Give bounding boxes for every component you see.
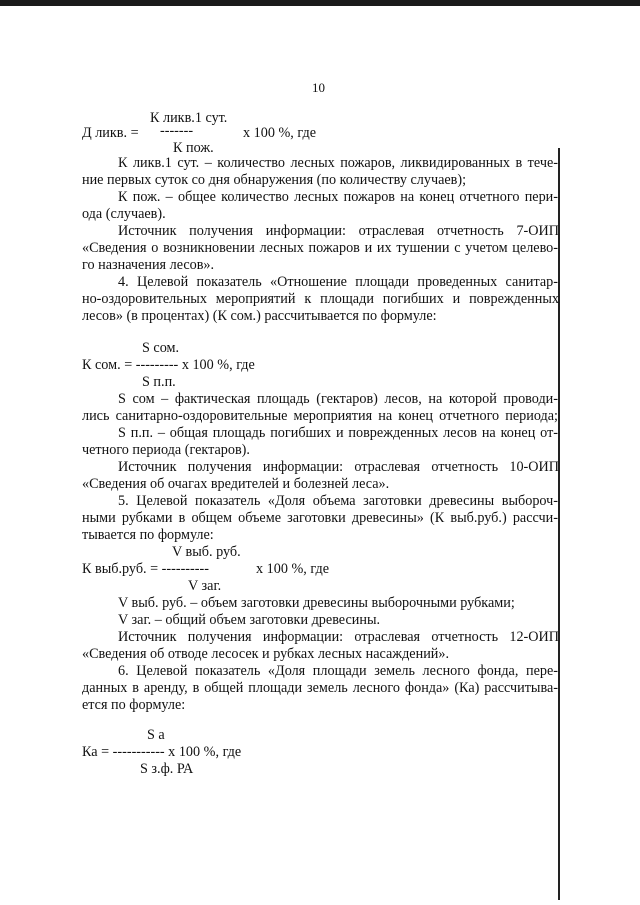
def1-line1: К ликв.1 сут. – количество лесных пожаров, ликвидированных в тече- (118, 155, 558, 171)
def2-line2: ода (случаев). (82, 206, 166, 222)
formula3-suffix: х 100 %, где (256, 561, 330, 577)
item6-line3: ется по формуле: (82, 697, 186, 713)
def2-line1: К пож. – общее количество лесных пожаров на конец отчетного пери- (118, 189, 558, 205)
item5-line2: ными рубками в общем объеме заготовки древесины» (К выб.руб.) рассчи- (82, 510, 558, 526)
def3-line1: S сом – фактическая площадь (гектаров) лесов, на которой проводи- (118, 391, 558, 407)
formula4-numerator: S а (147, 727, 165, 743)
def1-line2: ние первых суток со дня обнаружения (по количеству случаев); (82, 172, 467, 188)
formula3-numerator: V выб. руб. (172, 544, 241, 560)
formula1-lhs: Д ликв. = (82, 125, 139, 141)
item4-line1: 4. Целевой показатель «Отношение площади проведенных санитар- (118, 274, 558, 290)
source3-line1: Источник получения информации: отраслевая отчетность 12-ОИП (118, 629, 559, 645)
formula4-denominator: S з.ф. РА (140, 761, 194, 777)
source2-line1: Источник получения информации: отраслевая отчетность 10-ОИП (118, 459, 559, 475)
item5-line1: 5. Целевой показатель «Доля объема заготовки древесины выбороч- (118, 493, 558, 509)
formula3-denominator: V заг. (188, 578, 222, 594)
def4-line1: S п.п. – общая площадь погибших и поврежденных лесов на конец от- (118, 425, 558, 441)
formula3-lhs: К выб.руб. = ---------- (82, 561, 209, 577)
item4-line3: лесов» (в процентах) (К сом.) рассчитывается по формуле: (82, 308, 437, 324)
formula2-expression: К сом. = --------- х 100 %, где (82, 357, 255, 373)
def3-line2: лись санитарно-оздоровительные мероприятия на конец отчетного периода; (82, 408, 558, 424)
def6-line1: V заг. – общий объем заготовки древесины. (118, 612, 381, 628)
formula1-fraction-bar: ------- (160, 123, 194, 139)
formula1-denominator: К пож. (173, 140, 214, 156)
item5-line3: тывается по формуле: (82, 527, 214, 543)
source1-line1: Источник получения информации: отраслевая отчетность 7-ОИП (118, 223, 559, 239)
formula4-expression: Ка = ----------- х 100 %, где (82, 744, 242, 760)
source1-line3: го назначения лесов». (82, 257, 215, 273)
formula1-numerator: К ликв.1 сут. (150, 110, 228, 126)
def4-line2: четного периода (гектаров). (82, 442, 250, 458)
source1-line2: «Сведения о возникновении лесных пожаров и их тушении с учетом целево- (82, 240, 558, 256)
source2-line2: «Сведения об очагах вредителей и болезней леса». (82, 476, 390, 492)
scan-top-border (0, 0, 640, 6)
source3-line2: «Сведения об отводе лесосек и рубках лесных насаждений». (82, 646, 450, 662)
def5-line1: V выб. руб. – объем заготовки древесины выборочными рубками; (118, 595, 515, 611)
formula2-numerator: S сом. (142, 340, 180, 356)
formula1-suffix: х 100 %, где (243, 125, 317, 141)
page-number: 10 (312, 80, 325, 95)
formula2-denominator: S п.п. (142, 374, 176, 390)
scan-margin-line (558, 148, 560, 900)
item6-line2: данных в аренду, в общей площади земель лесного фонда» (Ка) рассчитыва- (82, 680, 558, 696)
item4-line2: но-оздоровительных мероприятий к площади погибших и поврежденных (82, 291, 559, 307)
item6-line1: 6. Целевой показатель «Доля площади земель лесного фонда, пере- (118, 663, 558, 679)
